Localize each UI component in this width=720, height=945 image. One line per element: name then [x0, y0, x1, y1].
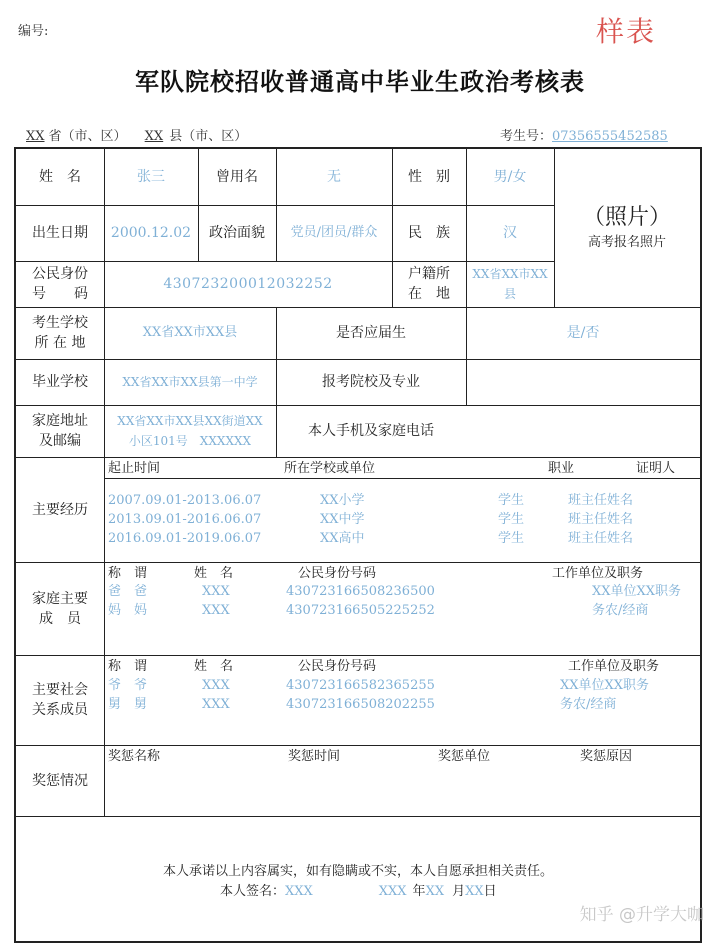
- hukou-label: [392, 261, 466, 307]
- social-cell: 舅 舅: [108, 697, 148, 712]
- id-label: [16, 261, 104, 307]
- experience-cell: 班主任姓名: [568, 493, 634, 508]
- hukou-value-line2: 县: [503, 287, 516, 301]
- political-value: 党员/团员/群众: [290, 225, 378, 240]
- ethnicity-value: 汉: [503, 225, 517, 241]
- sample-stamp: 样表: [596, 15, 657, 48]
- family-header: 称 谓: [108, 566, 148, 581]
- awards-header: 奖惩时间: [288, 749, 341, 764]
- exam-number: [500, 125, 668, 144]
- experience-header: 职业: [548, 461, 575, 476]
- social-header: 工作单位及职务: [568, 659, 660, 674]
- family-cell: 爸 爸: [108, 584, 148, 599]
- social-header: 称 谓: [108, 659, 148, 674]
- awards-header: 奖惩名称: [108, 749, 161, 764]
- social-header: 姓 名: [194, 659, 234, 674]
- experience-header: 起止时间: [108, 461, 161, 476]
- province-value: XX: [26, 129, 45, 144]
- birth-value: 2000.12.02: [110, 225, 192, 241]
- school-location-label: [16, 307, 104, 359]
- family-header: 姓 名: [194, 566, 234, 581]
- social-cell: 务农/经商: [560, 697, 617, 712]
- home-value-line2: 小区101号 XXXXXX: [128, 434, 252, 448]
- ethnicity-label: 民 族: [408, 225, 450, 241]
- social-cell: 430723166582365255: [286, 678, 435, 693]
- family-cell: XXX: [202, 584, 230, 599]
- former-name-value: 无: [327, 169, 341, 185]
- family-header: 工作单位及职务: [552, 566, 644, 581]
- awards-header: 奖惩单位: [438, 749, 491, 764]
- social-cell: 430723166508202255: [286, 697, 435, 712]
- year-value: XXX: [378, 884, 407, 899]
- id-label-line1: 公民身份: [32, 266, 88, 282]
- experience-cell: 班主任姓名: [568, 512, 634, 527]
- row-divider: [16, 655, 700, 656]
- hukou-label-line2: 在 地: [408, 286, 450, 302]
- form-table: [14, 147, 702, 943]
- grad-school-label: 毕业学校: [32, 374, 88, 390]
- page-title: 军队院校招收普通高中毕业生政治考核表: [135, 67, 585, 96]
- political-label: 政治面貌: [209, 225, 265, 241]
- day-label: 日: [483, 884, 497, 899]
- gender-value: 男/女: [493, 169, 527, 185]
- family-label-line2: 成 员: [39, 610, 81, 627]
- social-cell: XXX: [202, 678, 230, 693]
- watermark: 知乎 @升学大咖: [579, 905, 704, 925]
- social-header: 公民身份号码: [298, 659, 377, 674]
- signature-label: 本人签名：: [220, 884, 286, 899]
- experience-cell: 2016.09.01-2019.06.07: [108, 531, 262, 546]
- awards-label: 奖惩情况: [32, 772, 88, 789]
- pledge-text: 本人承诺以上内容属实，如有隐瞒或不实，本人自愿承担相关责任。: [162, 864, 553, 879]
- birth-label: 出生日期: [32, 225, 88, 241]
- family-cell: XX单位XX职务: [592, 584, 682, 599]
- exam-number-value: 07356555452585: [552, 129, 668, 144]
- photo-note: 高考报名照片: [587, 235, 666, 250]
- hukou-label-line1: 户籍所: [408, 266, 450, 282]
- row-divider: [16, 562, 700, 563]
- experience-cell: 2007.09.01-2013.06.07: [108, 493, 262, 508]
- county-label: 县（市、区）: [169, 129, 248, 144]
- year-label: 年: [412, 884, 426, 899]
- home-label: [16, 405, 104, 457]
- school-location-label-line2: 所 在 地: [34, 335, 86, 351]
- family-cell: XXX: [202, 603, 230, 618]
- school-location-value: XX省XX市XX县: [142, 325, 238, 340]
- school-location-label-line1: 考生学校: [32, 315, 88, 331]
- serial-label: 编号:: [18, 24, 49, 39]
- family-label-line1: 家庭主要: [32, 590, 88, 607]
- signature-line: [220, 883, 497, 901]
- province-label: 省（市、区）: [48, 129, 127, 144]
- photo-box: [554, 149, 700, 307]
- home-value: [104, 405, 276, 457]
- experience-header: 证明人: [636, 461, 676, 476]
- month-label: 月: [452, 884, 466, 899]
- social-cell: 爷 爷: [108, 678, 148, 693]
- experience-label: 主要经历: [32, 501, 88, 518]
- family-cell: 妈 妈: [108, 603, 148, 618]
- name-label: 姓 名: [39, 169, 81, 185]
- fresh-grad-value: 是/否: [566, 325, 600, 341]
- experience-cell: 学生: [498, 512, 525, 527]
- experience-cell: XX高中: [320, 531, 365, 546]
- id-value: 430723200012032252: [163, 276, 333, 292]
- experience-cell: 学生: [498, 493, 525, 508]
- name-value: 张三: [137, 169, 165, 185]
- family-cell: 430723166505225252: [286, 603, 435, 618]
- family-label: [16, 562, 104, 655]
- home-label-line2: 及邮编: [39, 433, 81, 449]
- experience-cell: 班主任姓名: [568, 531, 634, 546]
- exam-number-label: 考生号：: [500, 129, 553, 144]
- family-cell: 430723166508236500: [286, 584, 435, 599]
- signature-value: XXX: [285, 884, 313, 899]
- experience-cell: XX小学: [320, 493, 365, 508]
- gender-label: 性 别: [408, 169, 450, 185]
- experience-header: 所在学校或单位: [284, 461, 376, 476]
- region-line: [22, 125, 247, 144]
- phone-label: 本人手机及家庭电话: [308, 423, 434, 439]
- row-divider: [16, 816, 700, 817]
- photo-label: （照片）: [582, 205, 671, 230]
- social-label: [16, 655, 104, 745]
- month-value: XX: [425, 884, 445, 899]
- row-divider: [16, 457, 700, 458]
- experience-header-line: [104, 478, 700, 479]
- former-name-label: 曾用名: [216, 169, 258, 185]
- experience-cell: 2013.09.01-2016.06.07: [108, 512, 262, 527]
- row-divider: [16, 745, 700, 746]
- county-value: XX: [144, 129, 164, 144]
- social-label-line2: 关系成员: [32, 702, 88, 718]
- experience-cell: XX中学: [320, 512, 365, 527]
- family-header: 公民身份号码: [298, 566, 377, 581]
- social-label-line1: 主要社会: [32, 682, 88, 698]
- id-label-line2: 号 码: [32, 286, 88, 302]
- home-label-line1: 家庭地址: [32, 413, 88, 429]
- experience-cell: 学生: [498, 531, 525, 546]
- fresh-grad-label: 是否应届生: [336, 325, 406, 341]
- social-cell: XX单位XX职务: [560, 678, 650, 693]
- apply-label: 报考院校及专业: [322, 374, 420, 390]
- grad-school-value: XX省XX市XX县第一中学: [122, 375, 258, 389]
- awards-header: 奖惩原因: [580, 749, 633, 764]
- social-cell: XXX: [202, 697, 230, 712]
- home-value-line1: XX省XX市XX县XX街道XX: [117, 414, 263, 428]
- hukou-value-line1: XX省XX市XX: [472, 267, 548, 281]
- day-value: XX: [465, 884, 484, 899]
- family-cell: 务农/经商: [592, 603, 649, 618]
- hukou-value: [466, 261, 554, 307]
